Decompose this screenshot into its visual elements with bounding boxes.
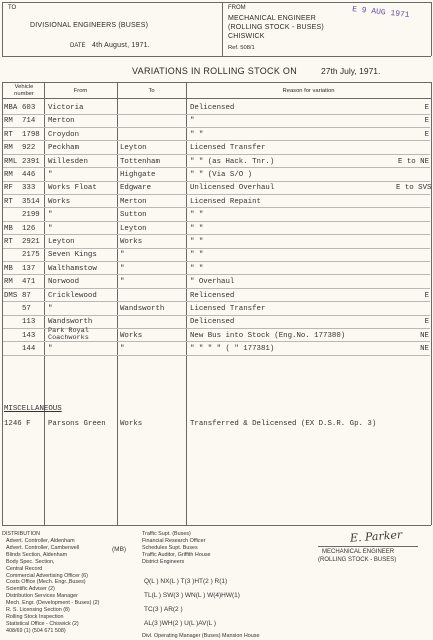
misc-section-label: MISCELLANEOUS <box>4 405 62 413</box>
vehicle-number: 126 <box>22 224 36 233</box>
mb-mark: (MB) <box>112 546 127 553</box>
from-line3: CHISWICK <box>228 33 265 40</box>
vehicle-type: RT <box>4 238 13 246</box>
dist-left-item: Statistical Office - Chiswick (2) <box>6 620 79 627</box>
vehicle-number: 603 <box>22 104 36 112</box>
variation-code: E <box>424 117 429 126</box>
to-depot: " <box>120 345 125 354</box>
from-depot: " <box>48 345 53 354</box>
row-divider <box>3 301 430 302</box>
row-divider <box>3 355 430 356</box>
from-depot: Parsons Green <box>48 420 106 428</box>
reference-number: Ref. 508/1 <box>228 45 255 51</box>
vehicle-number: 471 <box>22 278 36 287</box>
vehicle-type: RM <box>4 171 13 179</box>
from-depot: Norwood <box>48 278 80 287</box>
vehicle-type: MB <box>4 224 13 233</box>
from-depot: " <box>48 224 53 233</box>
from-depot: Cricklewood <box>48 291 97 300</box>
reason: Licensed Transfer <box>190 305 266 313</box>
vehicle-type: MBA <box>4 104 18 112</box>
vehicle-number: 143 <box>22 331 36 340</box>
to-name: DIVISIONAL ENGINEERS (BUSES) <box>30 22 149 29</box>
reason: " " <box>190 238 204 246</box>
vehicle-type: DMS <box>4 291 18 300</box>
date-value: 4th August, 1971. <box>92 42 150 49</box>
to-depot: Works <box>120 331 143 340</box>
vehicle-number: 2391 <box>22 157 40 166</box>
from-depot: Leyton <box>48 238 75 246</box>
vehicle-number: 87 <box>22 291 31 300</box>
to-depot: " <box>120 278 125 287</box>
row-divider <box>3 221 430 222</box>
from-depot: Merton <box>48 117 75 126</box>
dist-codes-item: Q(L ) NX(L ) T(3 )HT(2 ) R(1) <box>144 578 228 585</box>
from-depot: Seven Kings <box>48 251 97 260</box>
vehicle-number: 446 <box>22 171 36 179</box>
vehicle-number: 2199 <box>22 211 40 220</box>
dist-left-item: Blinds Section, Aldenham <box>6 551 68 558</box>
reason: " " (as Hack. Tnr.) <box>190 157 275 166</box>
vehicle-type: RF <box>4 184 13 193</box>
to-depot: Edgware <box>120 184 152 193</box>
dist-mid-item: Schedules Supt. Buses <box>142 544 198 551</box>
to-depot: " <box>120 251 125 260</box>
to-depot: Wandsworth <box>120 305 165 313</box>
variation-code: E <box>424 318 429 327</box>
row-divider <box>3 207 430 208</box>
variation-code: NE <box>420 345 429 354</box>
vehicle-number: 1798 <box>22 130 40 139</box>
report-title: VARIATIONS IN ROLLING STOCK ON <box>132 66 298 76</box>
from-depot: Works Float <box>48 184 97 193</box>
to-depot: Merton <box>120 197 147 206</box>
from-line2: (ROLLING STOCK - BUSES) <box>228 24 324 31</box>
distribution-title: DISTRIBUTION <box>2 531 41 537</box>
dist-left-item: 408/69 (1) (504 671 508) <box>6 627 66 634</box>
dist-left-item: Advert. Controller, Camberwell <box>6 544 80 551</box>
vehicle-number: 2175 <box>22 251 40 260</box>
row-divider <box>3 114 430 115</box>
vehicle-type: MB <box>4 264 13 273</box>
vehicle-number: 1246 F <box>4 420 31 428</box>
dist-left-item: Mech. Engr. (Development - Buses) (2) <box>6 600 100 607</box>
variation-code: E <box>424 291 429 300</box>
dist-left-item: Advert. Controller, Aldenham <box>6 538 75 544</box>
vehicle-number: 3514 <box>22 197 40 206</box>
dist-mid-item: Traffic Supt. (Buses) <box>142 531 191 537</box>
date-label: DATE <box>70 43 86 49</box>
to-depot: Works <box>120 238 143 246</box>
to-depot: Works <box>120 420 143 428</box>
row-divider <box>3 167 430 168</box>
header-to: To <box>148 88 155 94</box>
from-depot: Works <box>48 197 71 206</box>
header-vehicle: Vehicle number <box>14 84 34 97</box>
row-divider <box>3 315 430 316</box>
from-line1: MECHANICAL ENGINEER <box>228 15 316 22</box>
divisional-ops-manager: Divl. Operating Manager (Buses) Mansion House <box>142 633 260 639</box>
dist-left-item: Body Spec. Section, <box>6 558 55 565</box>
from-depot: Victoria <box>48 104 84 112</box>
row-divider <box>3 154 430 155</box>
vehicle-type: RM <box>4 144 13 153</box>
row-divider <box>3 341 430 342</box>
dist-left-item: Scientific Adviser (2) <box>6 586 55 593</box>
vehicle-number: 113 <box>22 318 36 327</box>
signature: E. Parker <box>349 528 403 545</box>
to-label: TO <box>8 5 17 11</box>
row-divider <box>3 181 430 182</box>
reason: " " <box>190 251 204 260</box>
vehicle-number: 137 <box>22 264 36 273</box>
from-depot: Peckham <box>48 144 80 153</box>
dist-codes-item: TC(3 ) AR(2 ) <box>144 606 183 613</box>
dist-mid-item: District Engineers <box>142 558 185 565</box>
from-depot: Park Royal Coachworks <box>48 326 89 342</box>
dist-codes-item: TL(L ) SW(3 ) WN(L ) W(4)HW(1) <box>144 592 240 599</box>
variation-code: E to NE <box>397 157 429 166</box>
signatory-title-1: MECHANICAL ENGINEER <box>322 549 395 555</box>
row-divider <box>3 140 430 141</box>
vehicle-type: RM <box>4 278 13 287</box>
vehicle-type: RT <box>4 197 13 206</box>
to-depot: Sutton <box>120 211 147 220</box>
vehicle-type: RM <box>4 117 13 126</box>
dist-left-item: Distribution Services Manager <box>6 593 78 600</box>
vehicle-number: 57 <box>22 305 31 313</box>
reason: " " " " ( " 177381) <box>190 345 275 354</box>
reason: " " <box>190 224 204 233</box>
from-depot: " <box>48 171 53 179</box>
dist-left-item: Rolling Stock Inspection <box>6 613 64 620</box>
reason: Transferred & Delicensed (EX D.S.R. Gp. 3) <box>190 420 377 428</box>
reason: " " (Via S/O ) <box>190 171 253 179</box>
to-depot: Highgate <box>120 171 156 179</box>
vehicle-type: RT <box>4 130 13 139</box>
to-depot: " <box>120 264 125 273</box>
from-depot: Walthamstow <box>48 264 97 273</box>
vehicle-number: 144 <box>22 345 36 354</box>
reason: " " <box>190 264 204 273</box>
from-depot: " <box>48 305 53 313</box>
reason: Unlicensed Overhaul <box>190 184 275 193</box>
row-divider <box>3 248 430 249</box>
dist-left-item: R. S. Licensing Section (8) <box>6 607 70 613</box>
dist-mid-item: Traffic Auditor, Griffith House <box>142 551 211 558</box>
row-divider <box>3 127 430 128</box>
from-label: FROM <box>228 5 246 11</box>
signatory-title-2: (ROLLING STOCK - BUSES) <box>318 557 397 563</box>
to-depot: Leyton <box>120 224 147 233</box>
header-reason: Reason for variation <box>282 88 335 94</box>
reason: Licensed Repaint <box>190 197 261 206</box>
received-stamp: E 9 AUG 1971 <box>351 5 410 20</box>
row-divider <box>3 288 430 289</box>
dist-codes-item: AL(3 )WH(2 ) U(L )AV(L ) <box>144 620 216 627</box>
dist-left-item: Costs Office (Mech. Engr.,Buses) <box>6 579 86 586</box>
report-date: 27th July, 1971. <box>321 66 381 76</box>
dist-mid-item: Financial Research Officer <box>142 537 206 544</box>
dist-left-item: Commercial Advertising Officer (6) <box>6 572 88 579</box>
to-depot: Leyton <box>120 144 147 153</box>
vehicle-number: 714 <box>22 117 36 126</box>
row-divider <box>3 234 430 235</box>
variation-code: E to SVS <box>396 184 432 193</box>
vehicle-number: 2921 <box>22 238 40 246</box>
dist-left-item: Central Record <box>6 565 43 572</box>
row-divider <box>3 261 430 262</box>
reason: " Overhaul <box>190 278 235 287</box>
vehicle-number: 333 <box>22 184 36 193</box>
reason: " " <box>190 211 204 220</box>
vehicle-number: 922 <box>22 144 36 153</box>
reason: Licensed Transfer <box>190 144 266 153</box>
vehicle-type: RML <box>4 157 18 166</box>
reason: Relicensed <box>190 291 235 300</box>
from-depot: Willesden <box>48 157 88 166</box>
from-depot: Wandsworth <box>48 318 93 327</box>
variation-code: E <box>424 104 429 112</box>
from-depot: Croydon <box>48 130 80 139</box>
row-divider <box>3 194 430 195</box>
to-depot: Tottenham <box>120 157 160 166</box>
from-depot: " <box>48 211 53 220</box>
reason: Delicensed <box>190 318 235 327</box>
reason: Delicensed <box>190 104 235 112</box>
reason: " <box>190 117 195 126</box>
variation-code: E <box>424 130 429 139</box>
row-divider <box>3 274 430 275</box>
variation-code: NE <box>420 331 429 340</box>
header-from: From <box>73 88 88 94</box>
reason: " " <box>190 130 204 139</box>
reason: New Bus into Stock (Eng.No. 177380) <box>190 331 346 340</box>
